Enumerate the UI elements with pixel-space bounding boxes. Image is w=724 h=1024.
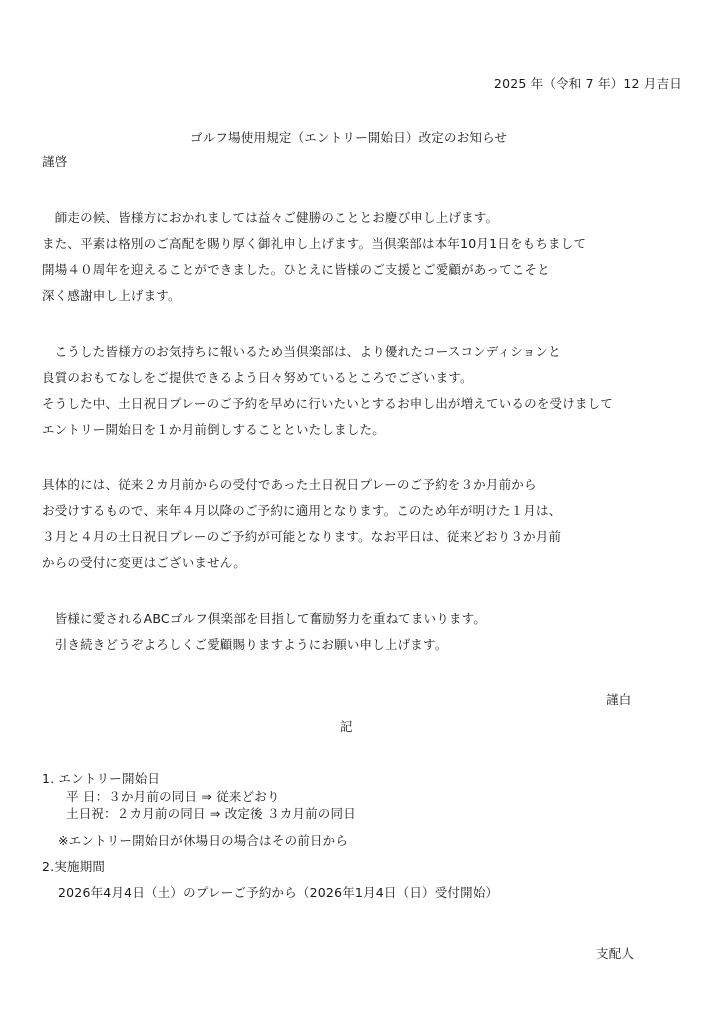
letter-date: 2025 年（令和 7 年）12 月吉日 xyxy=(493,76,682,91)
paragraph-line: また、平素は格別のご高配を賜り厚く御礼申し上げます。当倶楽部は本年10月1日をもちまして xyxy=(42,236,587,251)
ki-heading: 記 xyxy=(340,719,353,734)
paragraph-line: 皆様に愛されるABCゴルフ倶楽部を目指して奮励努力を重ねてまいります。 xyxy=(42,611,487,626)
paragraph-line: 開場４０周年を迎えることができました。ひとえに皆様のご支援とご愛顧があってこそと xyxy=(42,262,550,277)
paragraph-line: からの受付に変更はございません。 xyxy=(42,555,246,570)
paragraph-line: そうした中、土日祝日プレーのご予約を早めに行いたいとするお申し出が増えているのを受けまして xyxy=(42,396,614,411)
paragraph-line: お受けするもので、来年４月以降のご予約に適用となります。このため年が明けた１月は、 xyxy=(42,503,562,518)
paragraph-line: ３月と４月の土日祝日プレーのご予約が可能となります。なお平日は、従来どおり３か月前 xyxy=(42,529,562,544)
closing: 謹白 xyxy=(606,692,632,707)
item-2-heading: 2.実施期間 xyxy=(42,859,106,874)
paragraph-line: こうした皆様方のお気持ちに報いるため当倶楽部は、より優れたコースコンディションと xyxy=(42,344,561,359)
paragraph-line: 良質のおもてなしをご提供できるよう日々努めているところでございます。 xyxy=(42,370,473,385)
signatory: 支配人 xyxy=(596,946,635,961)
paragraph-line: 具体的には、従来２カ月前からの受付であった土日祝日プレーのご予約を３か月前から xyxy=(42,477,537,492)
item-1-note: ※エントリー開始日が休場日の場合はその前日から xyxy=(58,833,349,848)
paragraph-line: 師走の候、皆様方におかれましては益々ご健勝のこととお慶び申し上げます。 xyxy=(42,210,499,225)
paragraph-line: 深く感謝申し上げます。 xyxy=(42,288,181,303)
salutation: 謹啓 xyxy=(42,154,68,169)
item-1-weekday: 平 日：３か月前の同日 ⇒ 従来どおり xyxy=(66,789,280,804)
paragraph-line: 引き続きどうぞよろしくご愛顧賜りますようにお願い申し上げます。 xyxy=(42,637,448,652)
item-1-heading: 1. エントリー開始日 xyxy=(42,771,161,786)
letter-title: ゴルフ場使用規定（エントリー開始日）改定のお知らせ xyxy=(190,130,508,145)
item-1-holiday: 土日祝：２カ月前の同日 ⇒ 改定後 ３カ月前の同日 xyxy=(66,806,356,821)
paragraph-line: エントリー開始日を１か月前倒しすることといたしました。 xyxy=(42,422,385,437)
item-2-detail: 2026年4月4日（土）のプレーご予約から（2026年1月4日（日）受付開始） xyxy=(58,885,499,900)
